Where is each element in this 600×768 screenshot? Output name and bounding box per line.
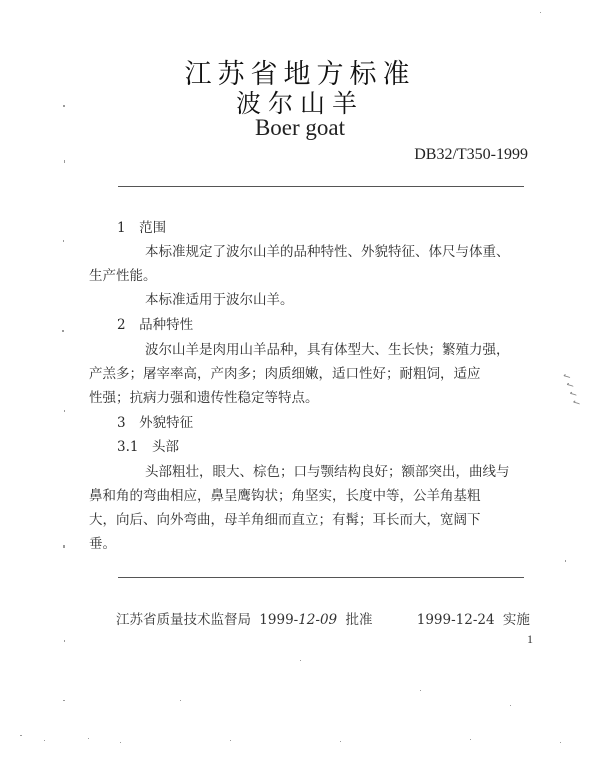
effective-date: 1999-12-24	[416, 612, 495, 628]
s31-line-3: 大，向后、向外弯曲，母羊角细而直立；有髯；耳长而大，宽阔下	[89, 512, 481, 528]
s31-line-1: 头部粗壮，眼大、棕色；口与颚结构良好；额部突出，曲线与	[145, 464, 510, 480]
s2-line-1: 波尔山羊是肉用山羊品种，具有体型大、生长快；繁殖力强，	[145, 342, 510, 358]
standard-title: 江苏省地方标准	[184, 59, 416, 90]
section-3-heading: 3 外貌特征	[117, 415, 194, 431]
section-2-heading: 2 品种特性	[117, 317, 194, 333]
standard-subtitle: 波尔山羊	[235, 89, 364, 118]
s31-line-4: 垂。	[89, 536, 116, 552]
approved-date: 1999-12-09	[259, 612, 338, 628]
s31-line-2: 鼻和角的弯曲相应，鼻呈鹰钩状；角坚实，长度中等，公羊角基粗	[89, 488, 481, 504]
standard-code: DB32/T350-1999	[414, 146, 528, 163]
effective-label: 实施	[502, 612, 530, 628]
s1-line-2: 生产性能。	[89, 268, 157, 284]
standard-title-english: Boer goat	[254, 115, 346, 140]
section-1-paragraph-2: 本标准适用于波尔山羊。	[145, 292, 294, 308]
approved-month-handwritten: 12	[298, 612, 316, 628]
approved-day-handwritten: 09	[319, 612, 338, 628]
s2-line-3: 性强；抗病力强和遗传性稳定等特点。	[89, 390, 319, 406]
section-1-heading: 1 范围	[117, 220, 167, 236]
page-number: 1	[527, 632, 533, 646]
section-3-1-heading: 3.1 头部	[117, 439, 179, 455]
approved-label: 批准	[345, 612, 373, 628]
s1-line-1: 本标准规定了波尔山羊的品种特性、外貌特征、体尺与体重、	[145, 244, 510, 260]
s2-line-2: 产羔多；屠宰率高，产肉多；肉质细嫩，适口性好；耐粗饲，适应	[89, 366, 481, 382]
margin-annotation: ✓✓✓✓	[559, 370, 583, 411]
issuer: 江苏省质量技术监督局	[116, 612, 251, 628]
